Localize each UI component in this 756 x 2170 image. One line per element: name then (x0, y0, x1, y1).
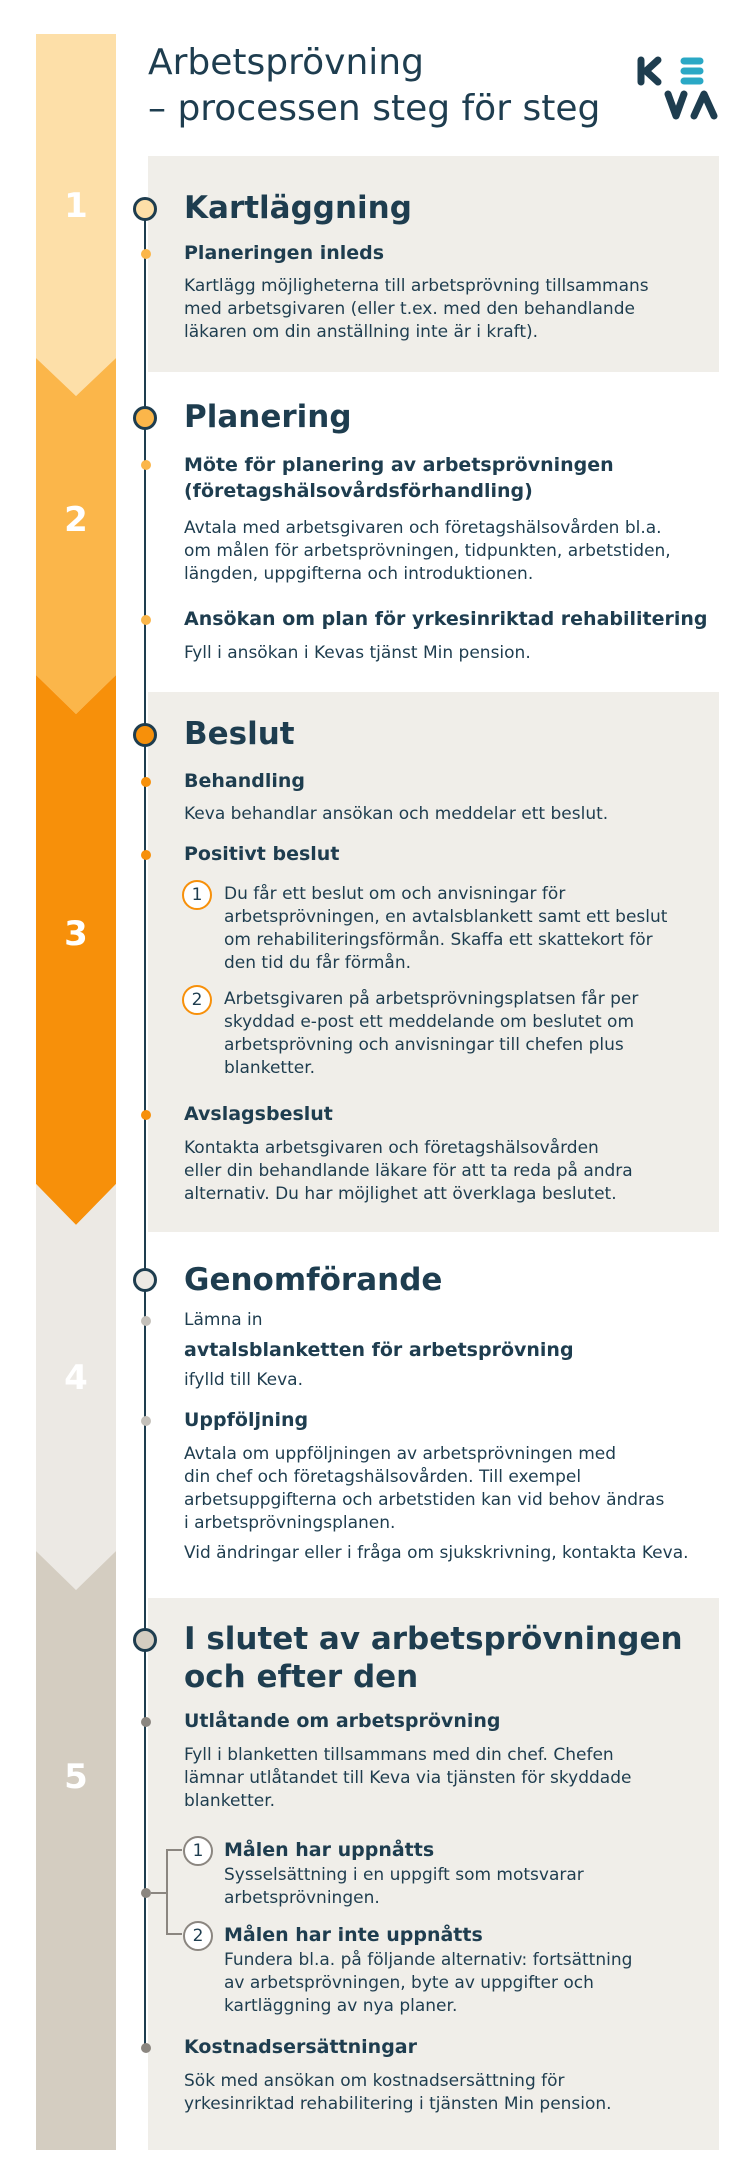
step-3-item-1-text: Keva behandlar ansökan och meddelar ett beslut. (184, 804, 609, 824)
step-2-title: Planering (184, 399, 352, 435)
timeline-node-1 (133, 197, 157, 221)
timeline-dot (141, 2043, 151, 2053)
timeline-dot (141, 1316, 151, 1326)
timeline-node-4 (133, 1268, 157, 1292)
step-5-item-3-text (184, 2070, 612, 2116)
step-3-sub-1-text (224, 883, 667, 975)
text-line: Fundera bl.a. på följande alternativ: fortsättning (224, 1950, 633, 1970)
step-2-item-1-heading (184, 452, 614, 504)
text-line: läkaren om din anställning inte är i kraft). (184, 322, 539, 342)
timeline-node-3 (133, 723, 157, 747)
step-number-2: 2 (64, 500, 88, 540)
timeline-dot (141, 1888, 151, 1898)
timeline-dot (141, 460, 151, 470)
text-line: blanketter. (224, 1058, 316, 1078)
title-line: och efter den (184, 1659, 419, 1695)
outcome-connector (151, 1892, 166, 1894)
text-line: Avtala med arbetsgivaren och företagshälsovården bl.a. (184, 518, 662, 538)
text-line: Arbetsgivaren på arbetsprövningsplatsen får per (224, 989, 639, 1009)
timeline-dot (141, 615, 151, 625)
step-1-item-text (184, 275, 649, 344)
text-line: blanketter. (184, 1791, 276, 1811)
step-5-item-3-heading: Kostnadsersättningar (184, 2036, 418, 2058)
step-band-5 (36, 1551, 116, 2150)
text-line: alternativ. Du har möjlighet att överklaga beslutet. (184, 1184, 617, 1204)
step-5-outcome-1-text (224, 1864, 584, 1910)
text-line: Du får ett beslut om och anvisningar för (224, 884, 566, 904)
keva-logo (636, 56, 722, 122)
timeline-dot (141, 1110, 151, 1120)
heading-line: Möte för planering av arbetsprövningen (184, 454, 614, 476)
step-number-3: 3 (64, 914, 88, 954)
step-1-item-heading: Planeringen inleds (184, 242, 385, 264)
text-line: Sysselsättning i en uppgift som motsvarar (224, 1865, 584, 1885)
step-5-item-1-text (184, 1744, 631, 1813)
timeline-node-5 (133, 1628, 157, 1652)
text-line: lämnar utlåtandet till Keva via tjänsten för skyddade (184, 1768, 632, 1788)
number-badge-2: 2 (182, 985, 212, 1015)
step-4-item-1-post: ifylld till Keva. (184, 1370, 303, 1390)
number-badge-2: 2 (183, 1921, 213, 1951)
number-badge-1: 1 (183, 1836, 213, 1866)
text-line: Kartlägg möjligheterna till arbetsprövning tillsammans (184, 276, 649, 296)
outcome-bracket (166, 1849, 182, 1935)
timeline-dot (141, 249, 151, 259)
step-number-1: 1 (64, 186, 88, 226)
step-4-item-2-heading: Uppföljning (184, 1409, 309, 1431)
step-5-outcome-2-text (224, 1949, 632, 2018)
step-3-item-3-heading: Avslagsbeslut (184, 1103, 333, 1125)
step-1-title: Kartläggning (184, 190, 412, 226)
step-4-item-2-text (184, 1443, 664, 1535)
step-number-4: 4 (64, 1358, 88, 1398)
text-line: av arbetsprövningen, byte av uppgifter och (224, 1973, 594, 1993)
page-title-line-2: – processen steg för steg (148, 88, 601, 129)
step-3-title: Beslut (184, 716, 295, 752)
number-badge-1: 1 (182, 880, 212, 910)
text-line: arbetsprövningen. (224, 1888, 380, 1908)
step-3-sub-2-text (224, 988, 638, 1080)
step-number-5: 5 (64, 1757, 88, 1797)
text-line: Sök med ansökan om kostnadsersättning för (184, 2071, 565, 2091)
timeline-node-2 (133, 406, 157, 430)
text-line: Avtala om uppföljningen av arbetsprövningen med (184, 1444, 617, 1464)
text-line: arbetsprövning och anvisningar till chefen plus (224, 1035, 624, 1055)
heading-line: (företagshälsovårdsförhandling) (184, 480, 533, 502)
step-3-item-3-text (184, 1137, 633, 1206)
text-line: din chef och företagshälsovården. Till exempel (184, 1467, 582, 1487)
step-2-item-2-heading: Ansökan om plan för yrkesinriktad rehabilitering (184, 608, 708, 630)
text-line: arbetsuppgifterna och arbetstiden kan vid behov ändras (184, 1490, 665, 1510)
timeline-line (144, 212, 146, 2050)
text-line: arbetsprövningen, en avtalsblankett samt ett beslut (224, 907, 668, 927)
text-line: om målen för arbetsprövningen, tidpunkten, arbetstiden, (184, 541, 671, 561)
step-4-title: Genomförande (184, 1262, 443, 1298)
step-2-item-1-text (184, 517, 671, 586)
step-5-item-1-heading: Utlåtande om arbetsprövning (184, 1710, 501, 1732)
timeline-dot (141, 850, 151, 860)
step-2-item-2-text: Fyll i ansökan i Kevas tjänst Min pension. (184, 643, 531, 663)
timeline-dot (141, 777, 151, 787)
text-line: den tid du får förmån. (224, 953, 412, 973)
text-line: kartläggning av nya planer. (224, 1996, 458, 2016)
title-line: I slutet av arbetsprövningen (184, 1621, 683, 1657)
timeline-dot (141, 1717, 151, 1727)
step-5-outcome-2-heading: Målen har inte uppnåtts (224, 1924, 483, 1946)
step-5-outcome-1-heading: Målen har uppnåtts (224, 1839, 435, 1861)
text-line: längden, uppgifterna och introduktionen. (184, 564, 534, 584)
text-line: skyddad e-post ett meddelande om beslutet om (224, 1012, 635, 1032)
step-5-title (184, 1620, 683, 1696)
text-line: yrkesinriktad rehabilitering i tjänsten Min pension. (184, 2094, 612, 2114)
step-4-item-1-heading: avtalsblanketten för arbetsprövning (184, 1339, 574, 1361)
text-line: Fyll i blanketten tillsammans med din chef. Chefen (184, 1745, 614, 1765)
timeline-dot (141, 1416, 151, 1426)
text-line: med arbetsgivaren (eller t.ex. med den behandlande (184, 299, 635, 319)
step-4-item-2-note: Vid ändringar eller i fråga om sjukskrivning, kontakta Keva. (184, 1543, 689, 1563)
page-title (148, 40, 600, 132)
text-line: om rehabiliteringsförmån. Skaffa ett skattekort för (224, 930, 653, 950)
step-3-item-1-heading: Behandling (184, 770, 305, 792)
text-line: Kontakta arbetsgivaren och företagshälsovården (184, 1138, 599, 1158)
page-title-line-1: Arbetsprövning (148, 42, 424, 83)
text-line: i arbetsprövningsplanen. (184, 1513, 396, 1533)
text-line: eller din behandlande läkare för att ta reda på andra (184, 1161, 633, 1181)
step-4-item-1-pre: Lämna in (184, 1310, 263, 1330)
step-3-item-2-heading: Positivt beslut (184, 843, 340, 865)
